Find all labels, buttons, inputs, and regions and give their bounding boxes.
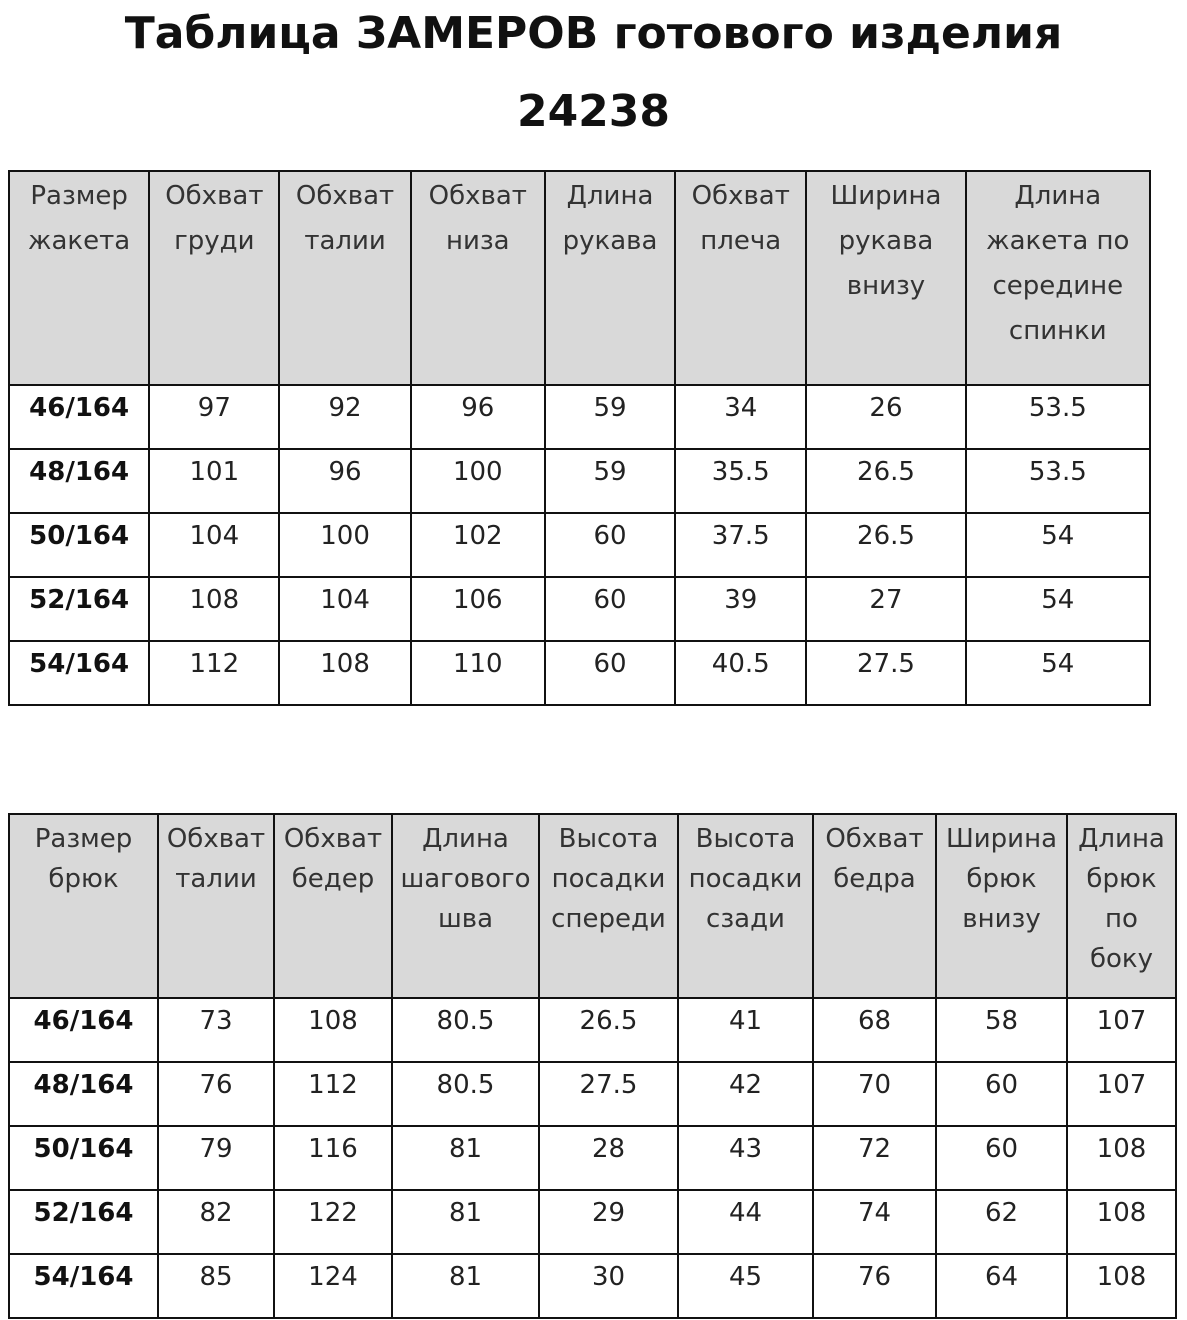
- trousers-header-text: посадки: [688, 864, 803, 894]
- trousers-table-row: [9, 1254, 1176, 1318]
- jacket-header-text: Длина: [1014, 181, 1102, 211]
- jacket-size-cell: 50/164: [9, 513, 149, 577]
- trousers-value-cell: 70: [813, 1062, 936, 1126]
- jacket-value-cell: 54: [966, 641, 1150, 705]
- jacket-size-cell: 48/164: [9, 449, 149, 513]
- trousers-header-cell: [158, 814, 274, 998]
- jacket-value-cell: 104: [279, 577, 410, 641]
- trousers-header-text: сзади: [706, 904, 785, 934]
- trousers-size-cell: 54/164: [9, 1254, 158, 1318]
- jacket-value-cell: 96: [279, 449, 410, 513]
- trousers-value-cell: 41: [678, 998, 813, 1062]
- trousers-value-cell: 107: [1067, 998, 1176, 1062]
- trousers-size-cell: 46/164: [9, 998, 158, 1062]
- trousers-value-cell: 80.5: [392, 998, 539, 1062]
- trousers-header-text: Обхват: [166, 824, 266, 854]
- jacket-header-text: спинки: [1008, 316, 1107, 346]
- trousers-value-cell: 85: [158, 1254, 274, 1318]
- jacket-header-text: Длина: [566, 181, 654, 211]
- trousers-header-text: внизу: [962, 904, 1041, 934]
- jacket-value-cell: 60: [545, 577, 675, 641]
- jacket-value-cell: 108: [149, 577, 279, 641]
- jacket-header-text: низа: [445, 226, 510, 256]
- jacket-table-body: [9, 385, 1150, 705]
- trousers-header-text: Обхват: [825, 824, 924, 854]
- jacket-value-cell: 101: [149, 449, 279, 513]
- trousers-value-cell: 28: [539, 1126, 678, 1190]
- jacket-header-text: рукава: [562, 226, 658, 256]
- trousers-value-cell: 124: [274, 1254, 392, 1318]
- jacket-header-text: талии: [304, 226, 386, 256]
- trousers-value-cell: 81: [392, 1254, 539, 1318]
- trousers-header-text: брюк: [966, 864, 1037, 894]
- trousers-value-cell: 107: [1067, 1062, 1176, 1126]
- trousers-header-text: шва: [437, 904, 494, 934]
- jacket-header-text: груди: [174, 226, 255, 256]
- page-title-article-number: 24238: [516, 86, 671, 137]
- trousers-value-cell: 62: [936, 1190, 1067, 1254]
- jacket-header-text: середине: [992, 271, 1124, 301]
- jacket-value-cell: 102: [411, 513, 545, 577]
- jacket-value-cell: 59: [545, 449, 675, 513]
- trousers-header-cell: [392, 814, 539, 998]
- trousers-value-cell: 44: [678, 1190, 813, 1254]
- trousers-header-text: посадки: [551, 864, 666, 894]
- trousers-header-text: по: [1105, 904, 1138, 934]
- jacket-header-cell: [411, 171, 545, 385]
- trousers-size-cell: 52/164: [9, 1190, 158, 1254]
- jacket-header-cell: [675, 171, 806, 385]
- trousers-value-cell: 80.5: [392, 1062, 539, 1126]
- jacket-value-cell: 34: [675, 385, 806, 449]
- trousers-header-text: Ширина: [945, 824, 1058, 854]
- trousers-value-cell: 81: [392, 1126, 539, 1190]
- trousers-header-text: Обхват: [283, 824, 383, 854]
- jacket-value-cell: 26: [806, 385, 965, 449]
- trousers-value-cell: 76: [158, 1062, 274, 1126]
- trousers-header-text: брюк: [1086, 864, 1157, 894]
- trousers-value-cell: 60: [936, 1062, 1067, 1126]
- jacket-value-cell: 100: [411, 449, 545, 513]
- jacket-value-cell: 96: [411, 385, 545, 449]
- jacket-measurements-table: [8, 170, 1151, 706]
- jacket-value-cell: 26.5: [806, 513, 965, 577]
- trousers-value-cell: 108: [1067, 1254, 1176, 1318]
- trousers-value-cell: 82: [158, 1190, 274, 1254]
- trousers-size-cell: 50/164: [9, 1126, 158, 1190]
- trousers-value-cell: 27.5: [539, 1062, 678, 1126]
- jacket-table-row: [9, 513, 1150, 577]
- jacket-value-cell: 108: [279, 641, 410, 705]
- jacket-size-cell: 52/164: [9, 577, 149, 641]
- jacket-header-cell: [806, 171, 965, 385]
- jacket-header-text: жакета: [28, 226, 131, 256]
- jacket-value-cell: 100: [279, 513, 410, 577]
- jacket-table-row: [9, 641, 1150, 705]
- trousers-header-text: Длина: [422, 824, 509, 854]
- jacket-header-text: плеча: [700, 226, 782, 256]
- jacket-value-cell: 37.5: [675, 513, 806, 577]
- trousers-header-text: Высота: [558, 824, 659, 854]
- jacket-header-cell: [545, 171, 675, 385]
- trousers-header-cell: [1067, 814, 1176, 998]
- trousers-table-row: [9, 998, 1176, 1062]
- trousers-header-text: бедра: [833, 864, 916, 894]
- jacket-header-cell: [9, 171, 149, 385]
- trousers-value-cell: 108: [1067, 1126, 1176, 1190]
- jacket-header-text: Обхват: [165, 181, 264, 211]
- jacket-table-row: [9, 449, 1150, 513]
- jacket-value-cell: 27.5: [806, 641, 965, 705]
- jacket-value-cell: 27: [806, 577, 965, 641]
- trousers-value-cell: 108: [1067, 1190, 1176, 1254]
- trousers-value-cell: 42: [678, 1062, 813, 1126]
- trousers-value-cell: 74: [813, 1190, 936, 1254]
- jacket-value-cell: 53.5: [966, 449, 1150, 513]
- trousers-header-cell: [813, 814, 936, 998]
- jacket-value-cell: 53.5: [966, 385, 1150, 449]
- trousers-value-cell: 76: [813, 1254, 936, 1318]
- trousers-value-cell: 122: [274, 1190, 392, 1254]
- jacket-value-cell: 40.5: [675, 641, 806, 705]
- jacket-value-cell: 60: [545, 513, 675, 577]
- trousers-header-cell: [678, 814, 813, 998]
- trousers-table-row: [9, 1126, 1176, 1190]
- jacket-value-cell: 54: [966, 577, 1150, 641]
- trousers-value-cell: 112: [274, 1062, 392, 1126]
- trousers-measurements-table: [8, 813, 1177, 1319]
- trousers-value-cell: 58: [936, 998, 1067, 1062]
- jacket-header-text: Обхват: [295, 181, 395, 211]
- page-title-line1: Таблица ЗАМЕРОВ готового изделия: [124, 8, 1063, 59]
- trousers-header-text: Длина: [1078, 824, 1165, 854]
- jacket-value-cell: 110: [411, 641, 545, 705]
- trousers-value-cell: 73: [158, 998, 274, 1062]
- jacket-header-text: рукава: [838, 226, 934, 256]
- jacket-header-text: Обхват: [691, 181, 790, 211]
- trousers-value-cell: 116: [274, 1126, 392, 1190]
- jacket-value-cell: 39: [675, 577, 806, 641]
- jacket-header-cell: [966, 171, 1150, 385]
- jacket-header-text: Ширина: [830, 181, 942, 211]
- trousers-header-text: брюк: [48, 864, 119, 894]
- trousers-header-text: Высота: [695, 824, 796, 854]
- trousers-value-cell: 68: [813, 998, 936, 1062]
- jacket-value-cell: 97: [149, 385, 279, 449]
- jacket-value-cell: 104: [149, 513, 279, 577]
- jacket-header-text: Обхват: [428, 181, 527, 211]
- trousers-value-cell: 45: [678, 1254, 813, 1318]
- trousers-header-text: бедер: [291, 864, 375, 894]
- jacket-header-text: жакета по: [986, 226, 1130, 256]
- trousers-header-text: шагового: [400, 864, 531, 894]
- trousers-value-cell: 79: [158, 1126, 274, 1190]
- jacket-header-text: Размер: [30, 181, 128, 211]
- trousers-value-cell: 26.5: [539, 998, 678, 1062]
- jacket-value-cell: 26.5: [806, 449, 965, 513]
- jacket-table-row: [9, 577, 1150, 641]
- jacket-value-cell: 59: [545, 385, 675, 449]
- jacket-header-cell: [149, 171, 279, 385]
- jacket-value-cell: 106: [411, 577, 545, 641]
- trousers-header-cell: [274, 814, 392, 998]
- jacket-size-cell: 46/164: [9, 385, 149, 449]
- jacket-value-cell: 60: [545, 641, 675, 705]
- trousers-header-text: Размер: [34, 824, 133, 854]
- trousers-value-cell: 30: [539, 1254, 678, 1318]
- trousers-table-header: [9, 814, 1176, 998]
- trousers-value-cell: 81: [392, 1190, 539, 1254]
- trousers-value-cell: 29: [539, 1190, 678, 1254]
- jacket-value-cell: 54: [966, 513, 1150, 577]
- trousers-header-text: спереди: [551, 904, 666, 934]
- trousers-header-text: талии: [175, 864, 257, 894]
- trousers-header-cell: [936, 814, 1067, 998]
- jacket-header-text: внизу: [846, 271, 926, 301]
- trousers-table-row: [9, 1062, 1176, 1126]
- trousers-value-cell: 108: [274, 998, 392, 1062]
- jacket-header-cell: [279, 171, 410, 385]
- jacket-value-cell: 35.5: [675, 449, 806, 513]
- jacket-value-cell: 92: [279, 385, 410, 449]
- trousers-header-cell: [539, 814, 678, 998]
- trousers-size-cell: 48/164: [9, 1062, 158, 1126]
- trousers-header-cell: [9, 814, 158, 998]
- trousers-value-cell: 60: [936, 1126, 1067, 1190]
- trousers-value-cell: 43: [678, 1126, 813, 1190]
- trousers-value-cell: 64: [936, 1254, 1067, 1318]
- jacket-table-row: [9, 385, 1150, 449]
- trousers-value-cell: 72: [813, 1126, 936, 1190]
- jacket-table-header: [9, 171, 1150, 385]
- trousers-header-text: боку: [1089, 944, 1154, 974]
- jacket-value-cell: 112: [149, 641, 279, 705]
- trousers-table-body: [9, 998, 1176, 1318]
- trousers-table-row: [9, 1190, 1176, 1254]
- jacket-size-cell: 54/164: [9, 641, 149, 705]
